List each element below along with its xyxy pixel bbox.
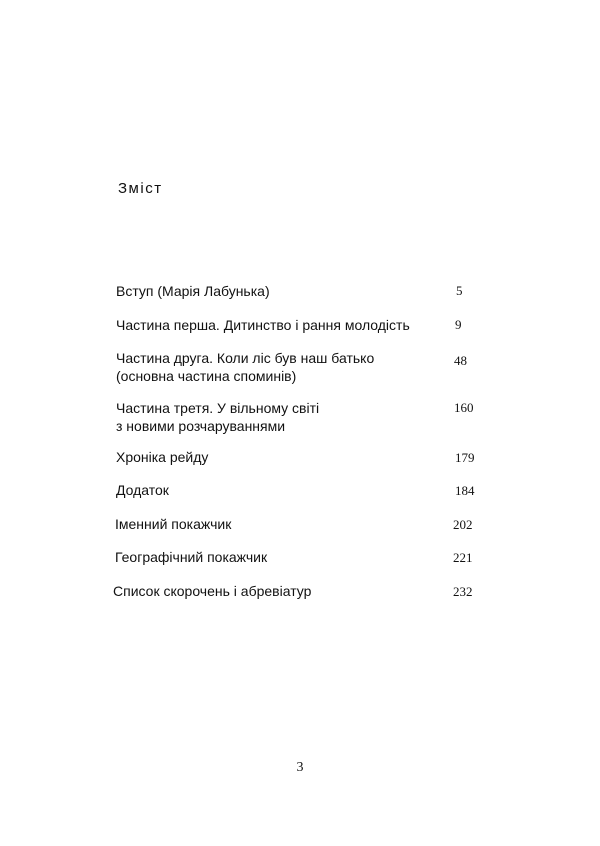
toc-entry-page: 232 (453, 584, 473, 599)
toc-entry-title: (основна частина споминів) (116, 368, 297, 384)
toc-title: Зміст (118, 180, 163, 197)
toc-entry-page: 184 (455, 483, 475, 498)
toc-entry-title: Хроніка рейду (116, 449, 209, 465)
toc-entry-page: 5 (456, 283, 463, 298)
toc-entry-title: Іменний покажчик (115, 516, 232, 532)
toc-entry-title: Географічний покажчик (115, 549, 268, 565)
toc-entry-title: Список скорочень і абревіатур (113, 583, 312, 599)
toc-entry-page: 48 (454, 353, 467, 368)
toc-entry-title: Частина друга. Коли ліс був наш батько (116, 350, 375, 366)
toc-entry-title: Вступ (Марія Лабунька) (116, 283, 270, 299)
page-number: 3 (296, 760, 304, 775)
toc-entry-title: Додаток (116, 482, 169, 498)
toc-entry-page: 160 (454, 400, 474, 415)
toc-entry-page: 179 (455, 450, 475, 465)
toc-entry-page: 202 (453, 517, 473, 532)
toc-entry-page: 221 (453, 550, 473, 565)
toc-entry-title: Частина перша. Дитинство і рання молодість (116, 317, 410, 333)
toc-entry-title: Частина третя. У вільному світі (116, 400, 320, 416)
toc-entry-page: 9 (455, 317, 462, 332)
toc-entry-title: з новими розчаруваннями (116, 418, 286, 434)
